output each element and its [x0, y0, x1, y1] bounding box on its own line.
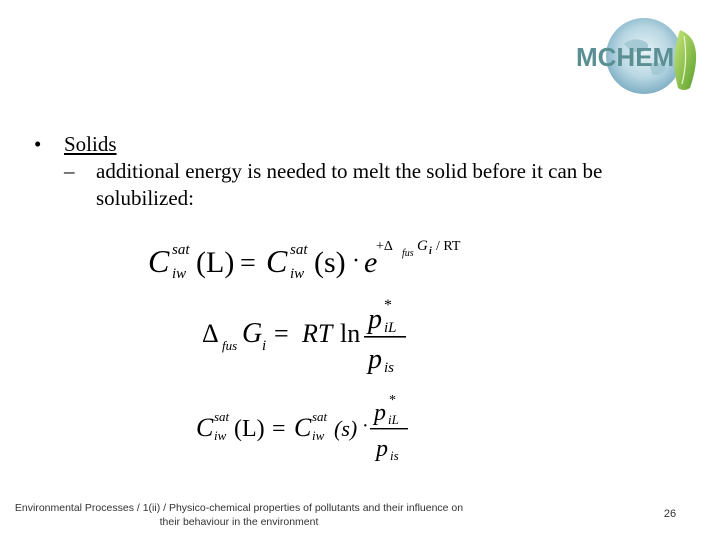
bullet-title: Solids: [64, 132, 117, 156]
footer-caption: Environmental Processes / 1(ii) / Physico-chemical properties of pollutants and their influence on their behaviour in the environment: [14, 502, 464, 528]
equation-fusion-energy: [196, 296, 436, 378]
eq1-sup-sat-left: sat: [172, 242, 190, 258]
eq1-c-left: C: [148, 243, 170, 279]
equation-solubility-ratio: [190, 390, 430, 466]
eq3-sub-is: is: [390, 448, 399, 463]
sub-bullet-text: additional energy is needed to melt the solid before it can be solubilized:: [96, 159, 603, 210]
eq3-liquid: (L): [234, 416, 265, 442]
eq2-ln: ln: [340, 319, 361, 348]
eq1-e: e: [364, 246, 378, 279]
eq3-sub-iw-right: iw: [312, 428, 325, 443]
eq2-equals: =: [274, 319, 289, 348]
eq1-sub-iw-right: iw: [290, 266, 305, 282]
eq3-sub-iw-left: iw: [214, 428, 227, 443]
eq1-exp-rt: / RT: [436, 239, 461, 254]
eq3-sub-il: iL: [388, 412, 399, 427]
eq2-g: G: [242, 318, 263, 349]
eq3-fraction-bar: [370, 428, 408, 429]
eq3-solid: (s): [334, 416, 358, 441]
logo-text: MCHEM: [576, 42, 675, 72]
equation-solubility-exponential: [140, 228, 490, 284]
eq1-exp-fus: fus: [402, 248, 414, 259]
eq1-exp-g: G: [417, 238, 428, 254]
eq3-c-right: C: [294, 413, 312, 442]
eq3-sup-sat-right: sat: [312, 409, 328, 424]
eq1-equals: =: [240, 248, 256, 279]
eq1-dot: ·: [352, 248, 360, 274]
sub-bullet-marker: –: [64, 159, 75, 183]
eq1-sup-sat-right: sat: [290, 242, 308, 258]
eq1-sub-iw-left: iw: [172, 266, 187, 282]
eq2-delta: Δ: [202, 319, 219, 348]
bullet-list: [34, 131, 674, 212]
eq3-sup-sat-left: sat: [214, 409, 230, 424]
eq2-p-den: p: [368, 344, 382, 375]
eq1-c-right: C: [266, 243, 288, 279]
eq2-fus: fus: [222, 338, 238, 353]
eq3-p-num: p: [374, 400, 386, 426]
bullet-solids: [34, 131, 674, 158]
eq3-dot: ·: [362, 415, 369, 437]
eq3-p-den: p: [376, 436, 388, 462]
eq3-star: *: [389, 393, 396, 408]
mchem-logo-graphic: [572, 14, 706, 98]
eq1-solid: (s): [314, 246, 346, 279]
eq3-equals: =: [272, 416, 286, 442]
mchem-logo: [572, 14, 706, 98]
eq2-sub-il: iL: [384, 320, 397, 336]
eq2-star: *: [384, 297, 392, 314]
eq1-exp-i: i: [429, 246, 432, 257]
eq2-rt: RT: [302, 319, 333, 348]
sub-bullet: [64, 158, 674, 212]
eq2-i: i: [262, 338, 267, 354]
eq1-exp-delta: +Δ: [376, 239, 393, 254]
eq3-c-left: C: [196, 413, 214, 442]
eq1-liquid: (L): [196, 246, 235, 279]
page-number: 26: [663, 508, 677, 520]
eq2-p-num: p: [368, 304, 382, 335]
eq2-sub-is: is: [384, 360, 395, 376]
eq2-fraction-bar: [364, 336, 406, 338]
bullet-marker: •: [34, 132, 42, 156]
